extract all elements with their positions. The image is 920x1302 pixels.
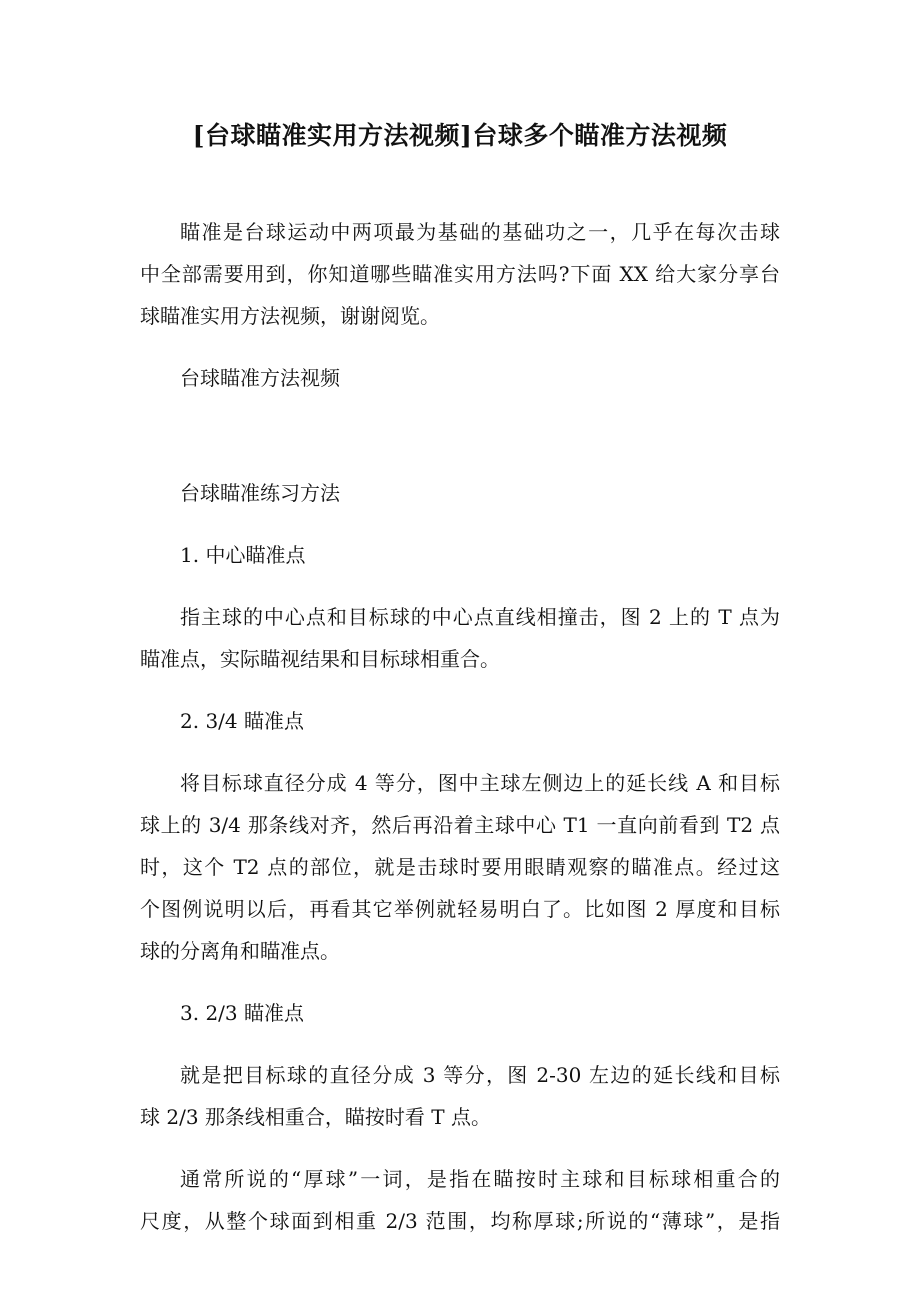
text-line: 瞄准是台球运动中两项最为基础的基础功之一，几乎在每次击球 <box>180 220 780 244</box>
text-line: 尺度，从整个球面到相重 2/3 范围，均称厚球;所说的“薄球”，是指 <box>140 1209 780 1233</box>
text-line: 将目标球直径分成 4 等分，图中主球左侧边上的延长线 A 和目标 <box>180 771 780 795</box>
blank-space <box>140 419 780 472</box>
text-line: 瞄准点，实际瞄视结果和目标球相重合。 <box>140 647 500 671</box>
paragraph <box>140 762 780 972</box>
text-line: 球的分离角和瞄准点。 <box>140 939 340 963</box>
paragraph <box>140 1158 780 1242</box>
paragraph <box>140 992 780 1034</box>
text-line: 台球瞄准练习方法 <box>180 481 340 505</box>
document-title: [台球瞄准实用方法视频]台球多个瞄准方法视频 <box>192 121 728 150</box>
paragraph <box>140 596 780 680</box>
text-line: 台球瞄准方法视频 <box>180 366 340 390</box>
paragraph <box>140 211 780 337</box>
paragraph <box>140 534 780 576</box>
text-line: 2. 3/4 瞄准点 <box>180 709 304 733</box>
paragraph <box>140 357 780 399</box>
paragraph <box>140 472 780 514</box>
document-body <box>140 211 780 1262</box>
text-line: 就是把目标球的直径分成 3 等分，图 2-30 左边的延长线和目标 <box>180 1063 780 1087</box>
text-line: 球上的 3/4 那条线对齐，然后再沿着主球中心 T1 一直向前看到 T2 点 <box>140 813 780 837</box>
text-line: 时，这个 T2 点的部位，就是击球时要用眼睛观察的瞄准点。经过这 <box>140 855 780 879</box>
text-line: 球 2/3 那条线相重合，瞄按时看 T 点。 <box>140 1105 491 1129</box>
paragraph <box>140 700 780 742</box>
text-line: 中全部需要用到，你知道哪些瞄准实用方法吗?下面 XX 给大家分享台 <box>140 262 780 286</box>
paragraph <box>140 1054 780 1138</box>
text-line: 指主球的中心点和目标球的中心点直线相撞击，图 2 上的 T 点为 <box>180 605 780 629</box>
text-line: 3. 2/3 瞄准点 <box>180 1001 304 1025</box>
text-line: 球瞄准实用方法视频，谢谢阅览。 <box>140 304 440 328</box>
text-line: 个图例说明以后，再看其它举例就轻易明白了。比如图 2 厚度和目标 <box>140 897 780 921</box>
text-line: 通常所说的“厚球”一词，是指在瞄按时主球和目标球相重合的 <box>180 1167 780 1191</box>
text-line: 1. 中心瞄准点 <box>180 543 306 567</box>
